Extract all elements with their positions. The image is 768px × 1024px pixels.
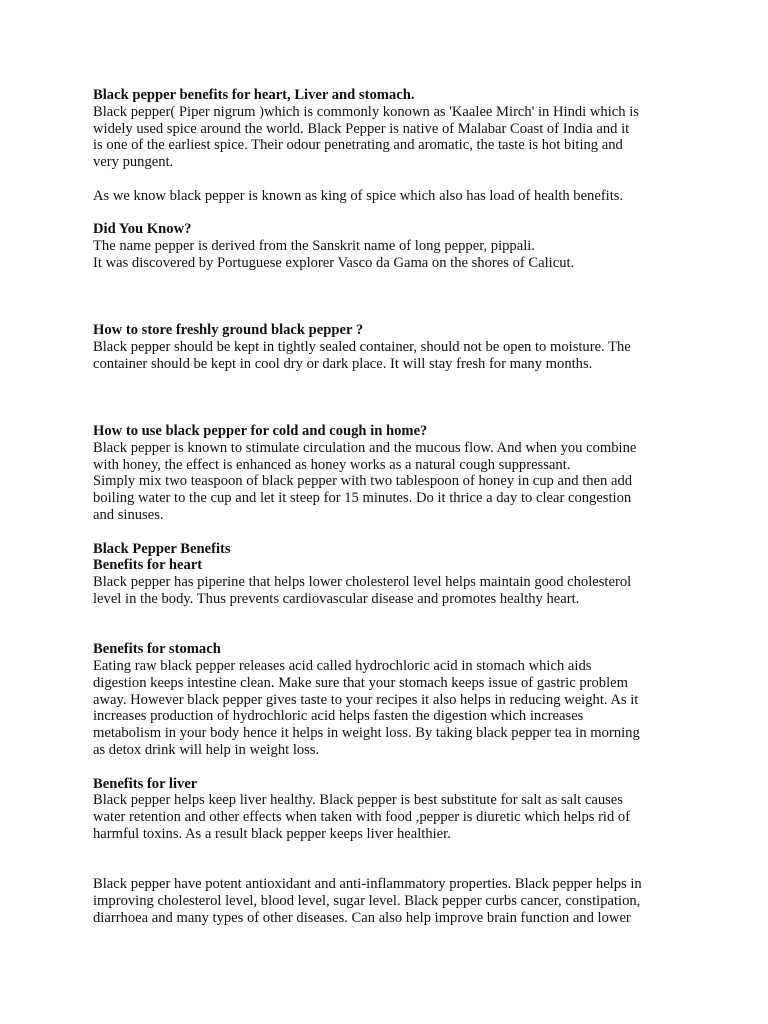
stomach-line: metabolism in your body hence it helps in weight loss. By taking black pepper tea in morning bbox=[93, 725, 640, 742]
liver-heading: Benefits for liver bbox=[93, 775, 198, 792]
heart-line: Black pepper has piperine that helps lower cholesterol level helps maintain good cholesterol bbox=[93, 574, 632, 591]
intro-line: Black pepper( Piper nigrum )which is commonly konown as 'Kaalee Mirch' in Hindi which is bbox=[93, 103, 639, 120]
cold-cough-line: and sinuses. bbox=[93, 506, 164, 523]
intro-line: is one of the earliest spice. Their odour penetrating and aromatic, the taste is hot biting and bbox=[93, 137, 623, 154]
store-line: Black pepper should be kept in tightly sealed container, should not be open to moisture. The bbox=[93, 338, 631, 355]
did-you-know-line: It was discovered by Portuguese explorer Vasco da Gama on the shores of Calicut. bbox=[93, 254, 575, 271]
liver-line: Black pepper helps keep liver healthy. Black pepper is best substitute for salt as salt causes bbox=[93, 792, 623, 809]
king-of-spice-paragraph: As we know black pepper is known as king of spice which also has load of health benefits. bbox=[93, 187, 624, 204]
liver-line: water retention and other effects when taken with food ,pepper is diuretic which helps rid of bbox=[93, 809, 631, 826]
stomach-line: digestion keeps intestine clean. Make sure that your stomach keeps issue of gastric problem bbox=[93, 674, 628, 691]
cold-cough-line: Black pepper is known to stimulate circulation and the mucous flow. And when you combine bbox=[93, 439, 637, 456]
paragraph-gap bbox=[93, 759, 683, 776]
cold-cough-line: boiling water to the cup and let it steep for 15 minutes. Do it thrice a day to clear congestion bbox=[93, 490, 632, 507]
stomach-line: Eating raw black pepper releases acid called hydrochloric acid in stomach which aids bbox=[93, 658, 592, 675]
antioxidant-line: Black pepper have potent antioxidant and anti-inflammatory properties. Black pepper helps in bbox=[93, 876, 642, 893]
stomach-line: as detox drink will help in weight loss. bbox=[93, 742, 320, 759]
document-page bbox=[93, 87, 683, 927]
stomach-line: increases production of hydrochloric acid helps fasten the digestion which increases bbox=[93, 708, 584, 725]
store-heading: How to store freshly ground black pepper ? bbox=[93, 322, 364, 339]
paragraph-gap bbox=[93, 171, 683, 188]
did-you-know-line: The name pepper is derived from the Sanskrit name of long pepper, pippali. bbox=[93, 238, 535, 255]
paragraph-gap bbox=[93, 524, 683, 541]
paragraph-gap bbox=[93, 373, 683, 423]
antioxidant-line: improving cholesterol level, blood level, sugar level. Black pepper curbs cancer, constipation, bbox=[93, 893, 641, 910]
document-title: Black pepper benefits for heart, Liver and stomach. bbox=[93, 87, 415, 103]
stomach-heading: Benefits for stomach bbox=[93, 641, 221, 658]
paragraph-gap bbox=[93, 608, 683, 642]
paragraph-gap bbox=[93, 272, 683, 322]
heart-line: level in the body. Thus prevents cardiovascular disease and promotes healthy heart. bbox=[93, 590, 580, 607]
heart-heading: Benefits for heart bbox=[93, 557, 203, 574]
benefits-heading: Black Pepper Benefits bbox=[93, 540, 231, 557]
cold-cough-line: with honey, the effect is enhanced as honey works as a natural cough suppressant. bbox=[93, 456, 571, 473]
intro-line: widely used spice around the world. Black Pepper is native of Malabar Coast of India and it bbox=[93, 120, 630, 137]
cold-cough-heading: How to use black pepper for cold and cough in home? bbox=[93, 422, 428, 439]
paragraph-gap bbox=[93, 843, 683, 877]
stomach-line: away. However black pepper gives taste to your recipes it also helps in reducing weight. As it bbox=[93, 691, 639, 708]
paragraph-gap bbox=[93, 205, 683, 222]
antioxidant-line: diarrhoea and many types of other diseases. Can also help improve brain function and lower bbox=[93, 910, 631, 927]
cold-cough-line: Simply mix two teaspoon of black pepper with two tablespoon of honey in cup and then add bbox=[93, 473, 633, 490]
intro-line: very pungent. bbox=[93, 154, 174, 171]
did-you-know-heading: Did You Know? bbox=[93, 221, 192, 238]
liver-line: harmful toxins. As a result black pepper keeps liver healthier. bbox=[93, 826, 451, 843]
store-line: container should be kept in cool dry or dark place. It will stay fresh for many months. bbox=[93, 355, 593, 372]
